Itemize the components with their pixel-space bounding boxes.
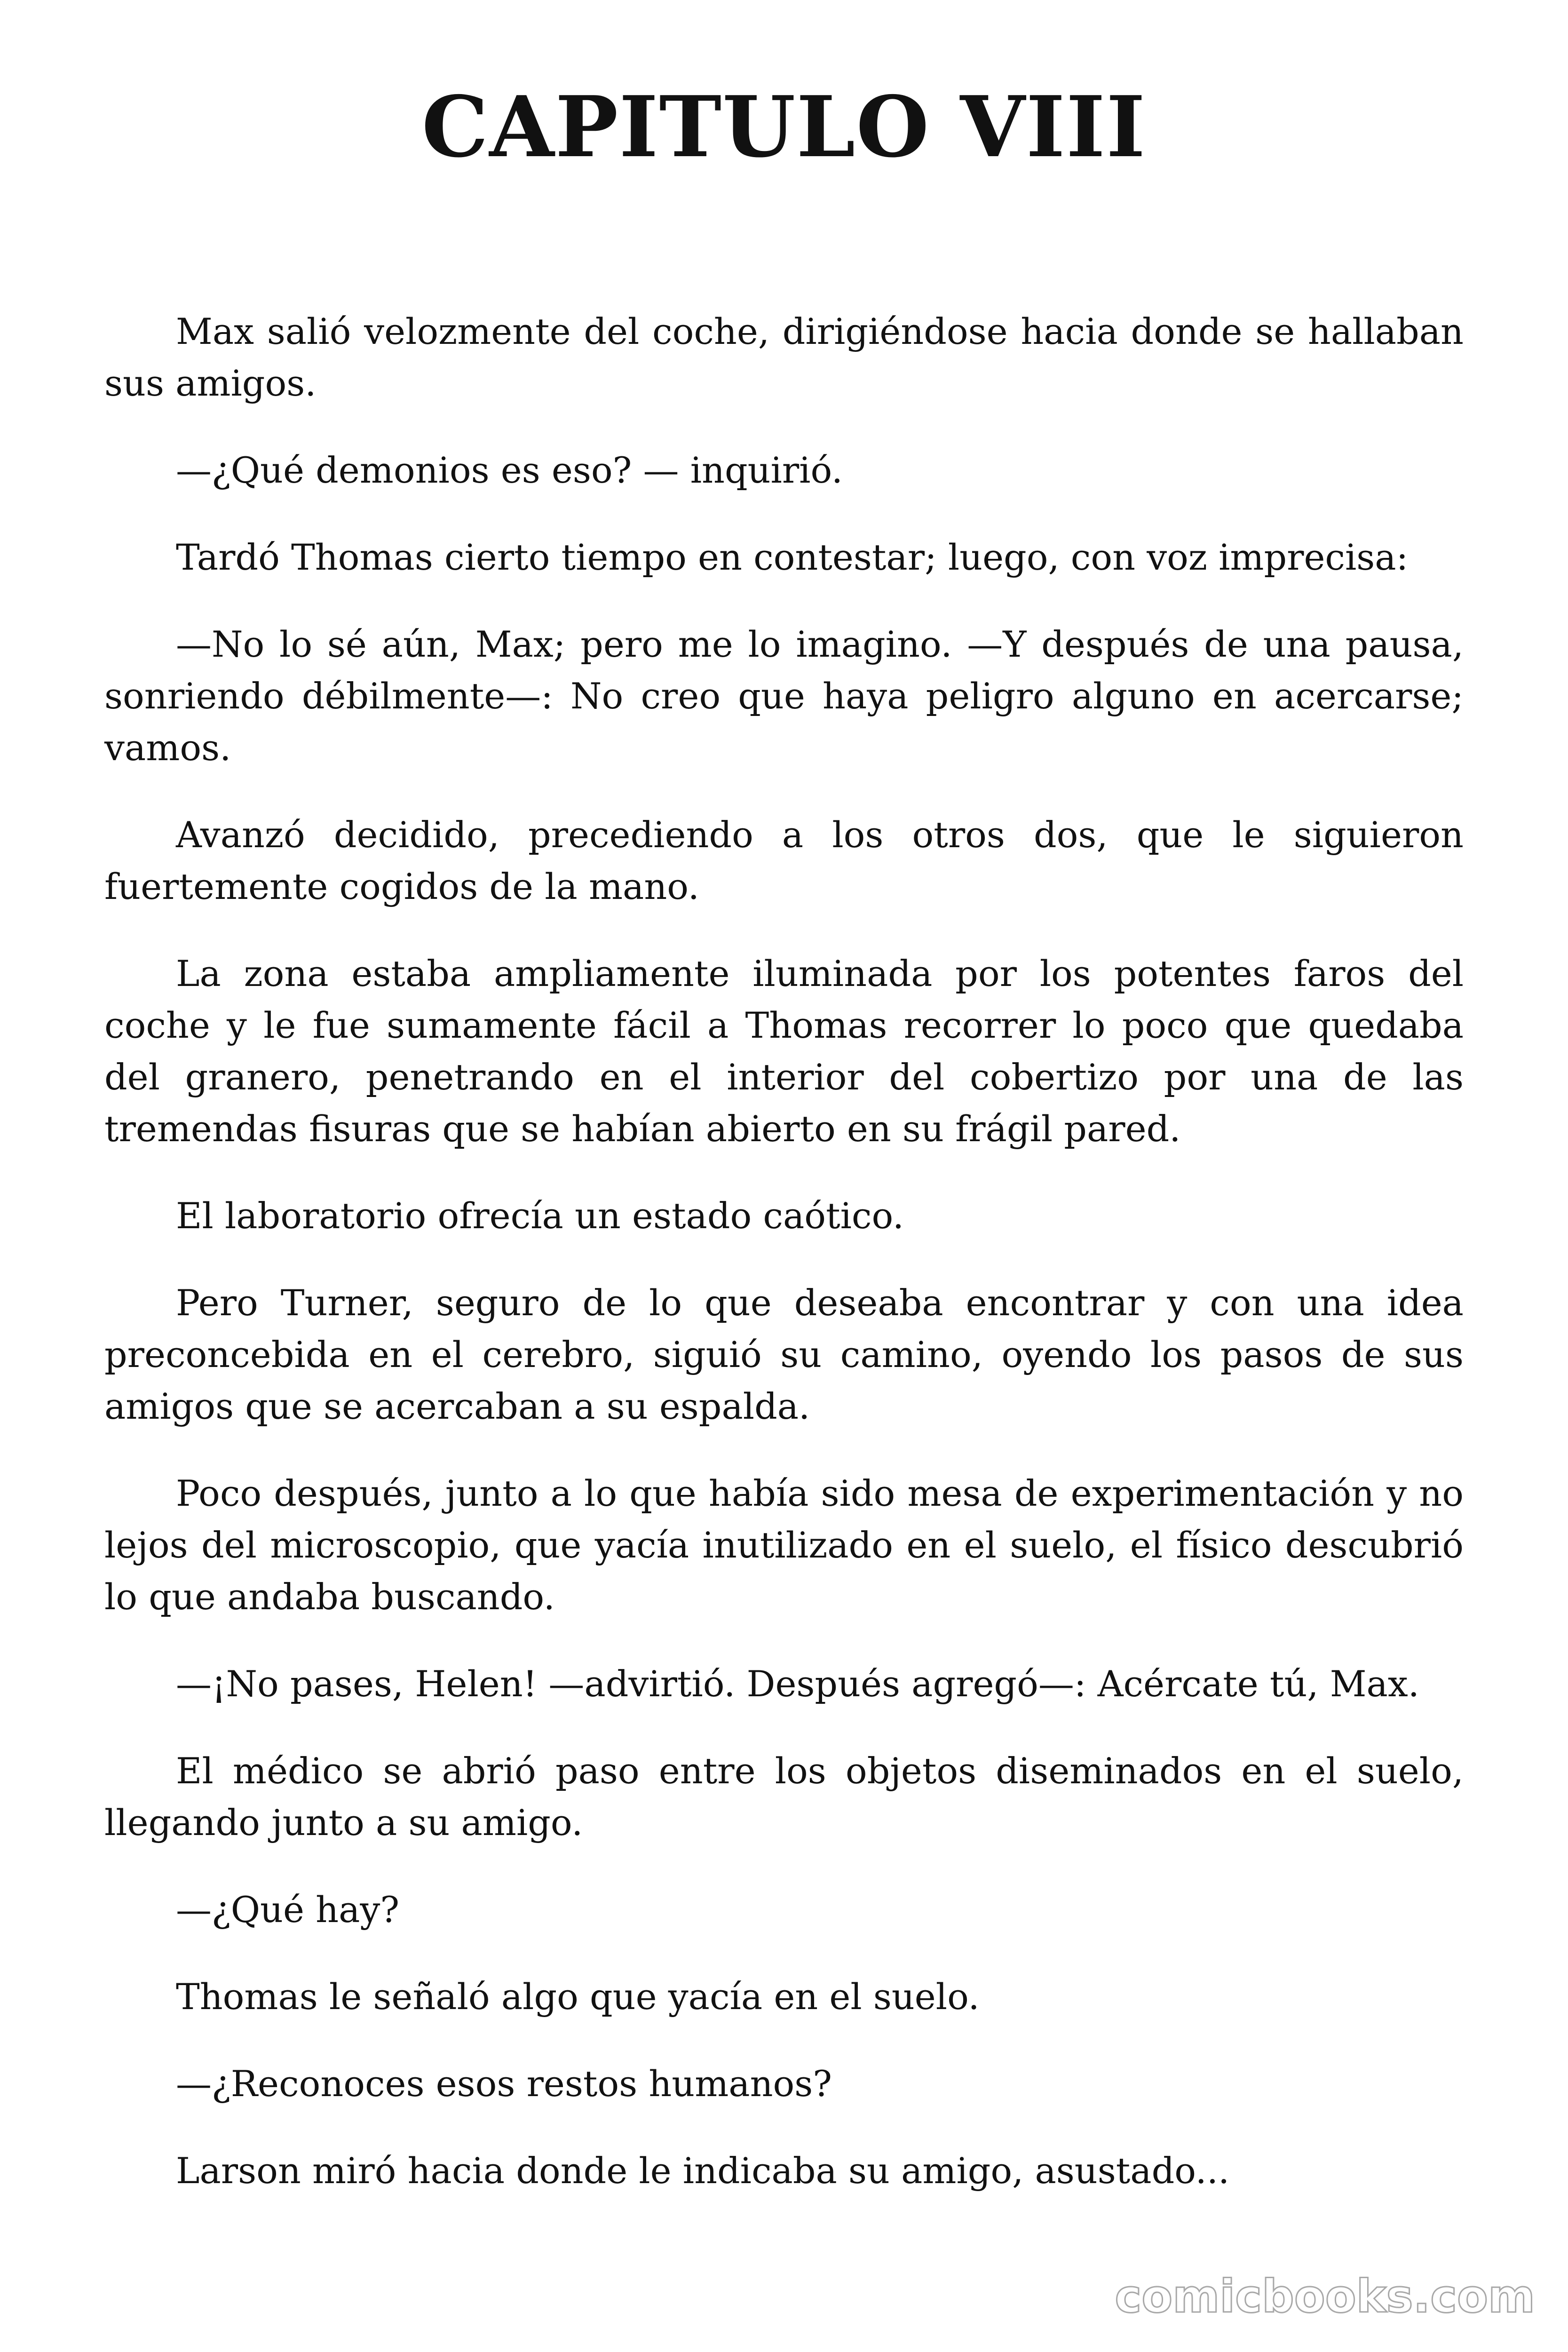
- paragraph: La zona estaba ampliamente iluminada por los potentes faros del coche y le fue sumamente fácil a Thomas recorrer lo poco que quedaba del granero, penetrando en el interior del cobertizo por una de las tremendas fisuras que se habían abierto en su frágil pared.: [104, 953, 1464, 1150]
- paragraph: —¿Reconoces esos restos humanos?: [176, 2063, 832, 2105]
- paragraph: Larson miró hacia donde le indicaba su amigo, asustado...: [176, 2150, 1230, 2192]
- paragraph: Poco después, junto a lo que había sido mesa de experimentación y no lejos del microscopio, que yacía inutilizado en el suelo, el físico descubrió lo que andaba buscando.: [104, 1472, 1464, 1618]
- paragraph: —¿Qué demonios es eso? — inquirió.: [176, 449, 843, 491]
- paragraph: El médico se abrió paso entre los objetos diseminados en el suelo, llegando junto a su amigo.: [104, 1750, 1464, 1843]
- paragraph: El laboratorio ofrecía un estado caótico.: [176, 1195, 904, 1237]
- paragraph: Tardó Thomas cierto tiempo en contestar; luego, con voz imprecisa:: [176, 536, 1409, 578]
- chapter-title: CAPITULO VIII: [421, 78, 1147, 176]
- paragraph: —¿Qué hay?: [176, 1889, 400, 1931]
- watermark: comicbooks.com: [1115, 2270, 1535, 2323]
- paragraph: Pero Turner, seguro de lo que deseaba encontrar y con una idea preconcebida en el cerebro, siguió su camino, oyendo los pasos de sus amigos que se acercaban a su espalda.: [104, 1282, 1464, 1427]
- paragraph: —No lo sé aún, Max; pero me lo imagino. —Y después de una pausa, sonriendo débilmente—: No creo que haya peligro alguno en acercarse; vamos.: [104, 623, 1464, 769]
- paragraph: Max salió velozmente del coche, dirigiéndose hacia donde se hallaban sus amigos.: [104, 310, 1464, 404]
- paragraph: —¡No pases, Helen! —advirtió. Después agregó—: Acércate tú, Max.: [176, 1663, 1419, 1705]
- chapter-body: [104, 306, 1464, 2232]
- paragraph: Avanzó decidido, precediendo a los otros dos, que le siguieron fuertemente cogidos de la mano.: [104, 814, 1464, 907]
- paragraph: Thomas le señaló algo que yacía en el suelo.: [176, 1976, 980, 2018]
